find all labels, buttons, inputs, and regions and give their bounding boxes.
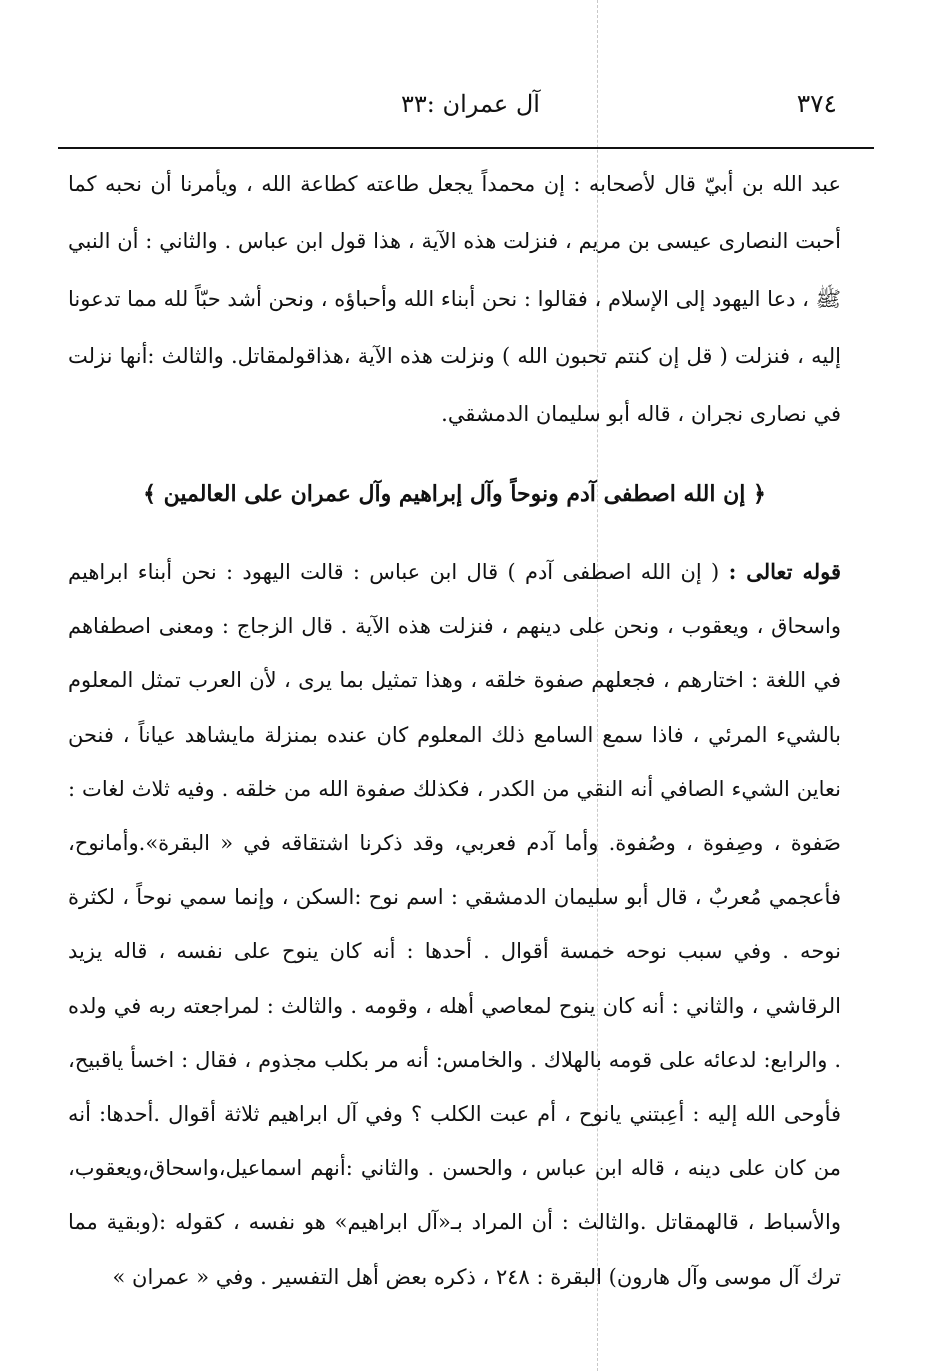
header-rule bbox=[58, 147, 874, 149]
quran-verse-heading: ﴿ إن الله اصطفى آدم ونوحاً وآل إبراهيم وآل عمران على العالمين ﴾ bbox=[143, 481, 766, 507]
commentary-paragraph-2 bbox=[68, 545, 841, 1304]
paragraph-1-text: عبد الله بن أبيّ قال لأصحابه : إن محمداً يجعل طاعته كطاعة الله ، ويأمرنا أن نحبه كما أحبت النصارى عيسى بن مريم ، فنزلت هذه الآية ، هذا قول ابن عباس . والثاني : أن النبي ﷺ ، دعا اليهود إلى الإسلام ، فقالوا : نحن أبناء الله وأحباؤه ، ونحن أشد حبّاً لله مما تدعونا إليه ، فنزلت ( قل إن كنتم تحبون الله ) ونزلت هذه الآية ،هذاقولمقاتل. والثالث :أنها نزلت في نصارى نجران ، قاله أبو سليمان الدمشقي. bbox=[68, 172, 841, 426]
commentary-paragraph-1 bbox=[68, 156, 841, 443]
header-title: آل عمران :٣٣ bbox=[401, 90, 540, 118]
paragraph-2-text bbox=[68, 545, 841, 1304]
paragraph-2-lead-in: قوله تعالى : bbox=[728, 559, 842, 584]
paragraph-2-body: ( إن الله اصطفى آدم ) قال ابن عباس : قالت اليهود : نحن أبناء ابراهيم واسحاق ، ويعقوب ، ونحن على دينهم ، فنزلت هذه الآية . قال الزجاج : ومعنى اصطفاهم في اللغة : اختارهم ، فجعلهم صفوة خلقه ، وهذا تمثيل بما يرى ، لأن العرب تمثل المعلوم بالشيء المرئي ، فاذا سمع السامع ذلك المعلوم كان عنده بمنزلة مايشاهد عياناً ، فنحن نعاين الشيء الصافي أنه النقي من الكدر ، فكذلك صفوة الله من خلقه . وفيه ثلاث لغات : صَفوة ، وصِفوة ، وصُفوة. وأما آدم فعربي، وقد ذكرنا اشتقاقه في « البقرة».وأمانوح، فأعجمي مُعربٌ ، قال أبو سليمان الدمشقي : اسم نوح :السكن ، وإنما سمي نوحاً ، لكثرة نوحه . وفي سبب نوحه خمسة أقوال . أحدها : أنه كان ينوح على نفسه ، قاله يزيد الرقاشي ، والثاني : أنه كان ينوح لمعاصي أهله ، وقومه . والثالث : لمراجعته ربه في ولده . والرابع: لدعائه على قومه بالهلاك . والخامس: أنه مر بكلب مجذوم ، فقال : اخسأ ياقبيح، فأوحى الله إليه : أعِبتني يانوح ، أم عبت الكلب ؟ وفي آل ابراهيم ثلاثة أقوال .أحدها: أنه من كان على دينه ، قاله ابن عباس ، والحسن . والثاني :أنهم اسماعيل،واسحاق،ويعقوب، والأسباط ، قالهمقاتل .والثالث : أن المراد بـ«آل ابراهيم» هو نفسه ، كقوله :(وبقية مما ترك آل موسى وآل هارون) البقرة : ٢٤٨ ، ذكره بعض أهل التفسير . وفي « عمران » bbox=[68, 560, 841, 1289]
page-number: ٣٧٤ bbox=[796, 89, 837, 118]
running-header bbox=[60, 86, 881, 126]
